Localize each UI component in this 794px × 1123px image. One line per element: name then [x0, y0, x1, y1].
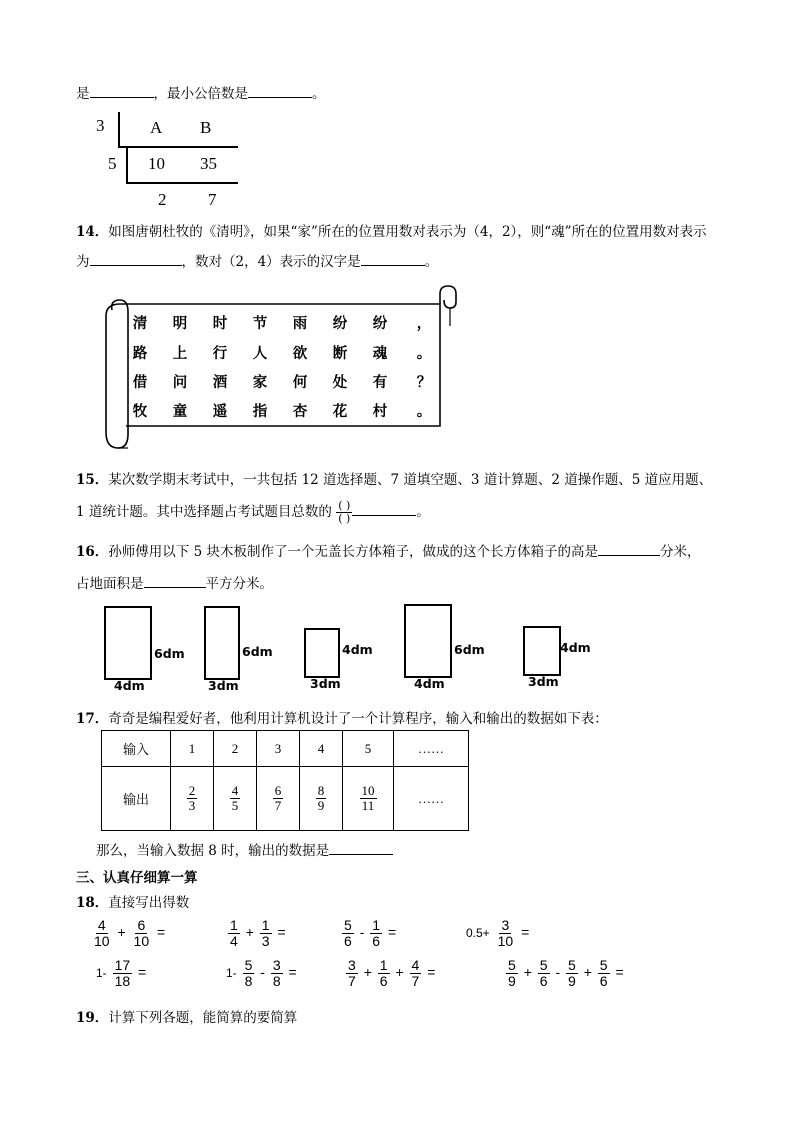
q15-line-1 [76, 468, 712, 488]
answer-blank[interactable] [90, 83, 154, 98]
poem-char: 人 [252, 346, 268, 362]
frac-denominator: 6 [344, 932, 352, 949]
answer-blank[interactable] [248, 83, 312, 98]
ladder-b: B [200, 118, 212, 137]
q18-title-line [76, 891, 189, 911]
q18-number: 18． [76, 895, 109, 911]
operator: + [245, 923, 254, 940]
frac-denominator: 10 [133, 932, 150, 949]
frac-numerator: 1 [372, 917, 381, 933]
operator: + [363, 963, 372, 980]
io-input-cell: 1 [171, 731, 214, 767]
board-4-height: 6dm [454, 642, 485, 657]
frac-denominator: 9 [317, 798, 325, 813]
poem-char: 明 [172, 316, 188, 332]
frac-denominator: 10 [497, 932, 514, 949]
frac-denominator: 9 [568, 972, 576, 989]
frac-denominator: 11 [361, 798, 375, 813]
frac-denominator: 7 [348, 972, 356, 989]
q14-text-2b: ，数对（2，4）表示的汉字是 [181, 254, 361, 270]
io-output-cell [343, 767, 394, 831]
poem-char: 借 [132, 375, 148, 391]
calc-a2 [226, 918, 286, 948]
io-output-cell [214, 767, 257, 831]
equals: = [288, 963, 297, 980]
io-input-label: 输入 [102, 731, 171, 767]
poem-char: 路 [132, 346, 148, 362]
q16-line-2 [76, 572, 273, 592]
poem-char: 问 [172, 375, 188, 391]
io-input-row [102, 731, 469, 767]
poem-char: 处 [332, 375, 348, 391]
q15-frac-numerator: ( ) [338, 499, 351, 513]
io-output-row [102, 767, 469, 831]
io-output-label: 输出 [102, 767, 171, 831]
frac-denominator: 3 [261, 932, 270, 949]
equals: = [157, 923, 166, 940]
q16-line-1 [76, 540, 700, 560]
poem-char: 。 [416, 346, 432, 362]
prefix: 0.5+ [466, 925, 490, 940]
q15-line-2 [76, 500, 430, 525]
equals: = [427, 963, 436, 980]
q19-line [76, 1006, 297, 1026]
poem-row-3 [130, 371, 440, 391]
frac-denominator: 3 [188, 798, 196, 813]
frac-numerator: 6 [274, 783, 282, 799]
poem-char: 纷 [332, 316, 348, 332]
ladder-divisor-2: 5 [108, 154, 117, 173]
q14-text-1: 如图唐朝杜牧的《清明》，如果“家”所在的位置用数对表示为（4，2），则“魂”所在的位置用数对表示 [108, 224, 707, 240]
period: 。 [312, 86, 326, 102]
board-2 [204, 606, 240, 680]
ladder-divisor-1: 3 [96, 116, 105, 135]
board-5-height: 4dm [560, 640, 591, 655]
poem-char: 时 [212, 316, 228, 332]
calc-b2 [226, 958, 297, 988]
board-1-height: 6dm [154, 646, 185, 661]
frac-numerator: 5 [599, 957, 608, 973]
prefix: 1- [226, 965, 237, 980]
io-input-cell: 4 [300, 731, 343, 767]
frac-numerator: 4 [97, 917, 106, 933]
q19-title: 计算下列各题，能简算的要简算 [108, 1010, 298, 1026]
board-3-height: 4dm [342, 642, 373, 657]
frac-numerator: 6 [137, 917, 146, 933]
q17-after [96, 839, 393, 859]
top-line [76, 82, 326, 102]
operator: + [583, 963, 592, 980]
division-ladder [90, 112, 250, 212]
period: 。 [424, 254, 439, 270]
frac-numerator: 3 [272, 957, 281, 973]
calc-b1 [96, 958, 146, 988]
frac-numerator: 3 [501, 917, 510, 933]
q17-line-1 [76, 707, 608, 727]
board-1 [104, 606, 152, 680]
calc-a1 [90, 918, 165, 948]
frac-denominator: 6 [599, 972, 608, 989]
frac-denominator: 6 [379, 972, 388, 989]
board-2-height: 6dm [242, 644, 273, 659]
q15-text-2: 1 道统计题。其中选择题占考试题目总数的 [76, 504, 332, 520]
io-input-ellipsis: …… [394, 731, 469, 767]
operator: - [359, 923, 365, 940]
poem-char: 断 [332, 346, 348, 362]
poem-char: 清 [132, 316, 148, 332]
q18-title: 直接写出得数 [108, 895, 190, 911]
frac-denominator: 7 [274, 798, 282, 813]
ladder-hline-2 [126, 182, 238, 184]
poem-char: 指 [252, 404, 268, 420]
ladder-v2: 35 [200, 154, 217, 173]
section-3-title: 三、认真仔细算一算 [76, 870, 198, 886]
poem-char: 何 [292, 375, 308, 391]
board-4 [404, 604, 452, 678]
board-5 [523, 626, 561, 676]
frac-numerator: 5 [344, 917, 352, 933]
q17-number: 17． [76, 711, 109, 727]
frac-denominator: 4 [230, 932, 238, 949]
q14-number: 14． [76, 224, 109, 240]
frac-denominator: 5 [231, 798, 239, 813]
equals: = [138, 963, 147, 980]
answer-blank[interactable] [361, 251, 425, 266]
operator: + [523, 963, 532, 980]
poem-char: 节 [252, 316, 268, 332]
poem-char: 魂 [372, 346, 388, 362]
frac-denominator: 9 [508, 972, 516, 989]
calc-b4 [504, 958, 624, 988]
io-output-ellipsis: …… [394, 767, 469, 831]
q16-text-2a: 占地面积是 [76, 576, 144, 592]
ladder-a: A [150, 118, 163, 137]
poem-char: 雨 [292, 316, 308, 332]
frac-denominator: 10 [94, 932, 110, 949]
equals: = [615, 963, 624, 980]
q15-frac-denominator: ( ) [338, 512, 351, 525]
frac-numerator: 4 [231, 783, 239, 799]
q15-number: 15． [76, 472, 109, 488]
poem-row-2 [130, 342, 440, 362]
io-table [101, 730, 469, 831]
frac-numerator: 4 [411, 957, 420, 973]
frac-denominator: 18 [114, 972, 131, 989]
frac-numerator: 17 [114, 957, 131, 973]
poem-char: 家 [252, 375, 268, 391]
io-input-cell: 3 [257, 731, 300, 767]
frac-numerator: 1 [261, 917, 270, 933]
q16-number: 16． [76, 544, 109, 560]
board-5-width: 3dm [528, 674, 559, 689]
board-4-width: 4dm [414, 676, 445, 691]
calc-a3 [340, 918, 396, 948]
answer-blank[interactable] [144, 573, 206, 588]
io-output-cell [300, 767, 343, 831]
operator: - [555, 963, 561, 980]
ladder-v1: 10 [148, 154, 165, 173]
board-3-width: 3dm [310, 676, 341, 691]
frac-numerator: 5 [539, 957, 548, 973]
board-1-width: 4dm [114, 678, 145, 693]
q14-line-1 [76, 220, 707, 240]
equals: = [387, 923, 397, 940]
frac-numerator: 3 [348, 957, 356, 973]
poem-row-4 [130, 400, 440, 420]
calc-b3 [344, 958, 435, 988]
operator: + [395, 963, 404, 980]
ladder-vline-2 [126, 148, 128, 184]
q14-line-2 [76, 250, 438, 270]
io-output-cell [257, 767, 300, 831]
poem-char: 行 [212, 346, 228, 362]
ladder-hline-1 [118, 146, 238, 148]
frac-denominator: 7 [411, 972, 420, 989]
operator: + [117, 923, 126, 940]
calc-a4 [466, 918, 529, 948]
answer-blank[interactable] [598, 541, 660, 556]
operator: - [260, 963, 265, 980]
poem-row-1 [130, 312, 440, 332]
poem-scroll [100, 282, 460, 454]
q16-text-1b: 分米， [659, 544, 701, 560]
poem-char: 杏 [292, 404, 308, 420]
frac-denominator: 6 [539, 972, 548, 989]
board-2-width: 3dm [208, 678, 239, 693]
frac-denominator: 8 [272, 972, 281, 989]
poem-char: 。 [416, 404, 432, 420]
ladder-r2: 7 [208, 190, 217, 209]
q15-fraction[interactable] [336, 500, 352, 524]
frac-numerator: 1 [379, 957, 388, 973]
poem-char: ， [416, 316, 432, 332]
q17-text-1: 奇奇是编程爱好者，他利用计算机设计了一个计算程序，输入和输出的数据如下表： [108, 711, 608, 727]
poem-char: 村 [372, 404, 388, 420]
q16-text-1a: 孙师傅用以下 5 块木板制作了一个无盖长方体箱子，做成的这个长方体箱子的高是 [108, 544, 598, 560]
poem-char: 遥 [212, 404, 228, 420]
poem-char: 花 [332, 404, 348, 420]
poem-char: 上 [172, 346, 188, 362]
poem-char: 有 [372, 375, 388, 391]
equals: = [277, 923, 286, 940]
ladder-vline-1 [118, 112, 120, 146]
prefix: 1- [96, 965, 107, 980]
q19-number: 19． [76, 1010, 109, 1026]
q16-text-2b: 平方分米。 [205, 576, 273, 592]
q14-text-2a: 为 [76, 254, 90, 270]
equals: = [521, 923, 530, 940]
top-text-1: 是 [76, 86, 90, 102]
io-output-cell [171, 767, 214, 831]
answer-blank[interactable] [352, 501, 416, 516]
answer-blank[interactable] [90, 251, 182, 266]
frac-numerator: 5 [568, 957, 576, 973]
ladder-r1: 2 [158, 190, 167, 209]
io-input-cell: 5 [343, 731, 394, 767]
frac-numerator: 8 [317, 783, 325, 799]
frac-numerator: 10 [361, 783, 375, 799]
poem-char: 纷 [372, 316, 388, 332]
frac-numerator: 5 [508, 957, 516, 973]
board-3 [304, 628, 340, 678]
period: 。 [416, 504, 430, 520]
q17-after-text: 那么，当输入数据 8 时，输出的数据是 [96, 843, 330, 859]
poem-char: 酒 [212, 375, 228, 391]
frac-denominator: 6 [372, 932, 381, 949]
poem-char: 童 [172, 404, 188, 420]
frac-numerator: 1 [230, 917, 238, 933]
frac-denominator: 8 [244, 972, 253, 989]
poem-char: ？ [416, 375, 432, 391]
poem-char: 欲 [292, 346, 308, 362]
answer-blank[interactable] [329, 840, 393, 855]
q15-text-1: 某次数学期末考试中，一共包括 12 道选择题、7 道填空题、3 道计算题、2 道操作题、5 道应用题、 [108, 472, 713, 488]
poem-char: 牧 [132, 404, 148, 420]
io-input-cell: 2 [214, 731, 257, 767]
frac-numerator: 2 [188, 783, 196, 799]
top-text-2: ，最小公倍数是 [153, 86, 248, 102]
frac-numerator: 5 [244, 957, 253, 973]
